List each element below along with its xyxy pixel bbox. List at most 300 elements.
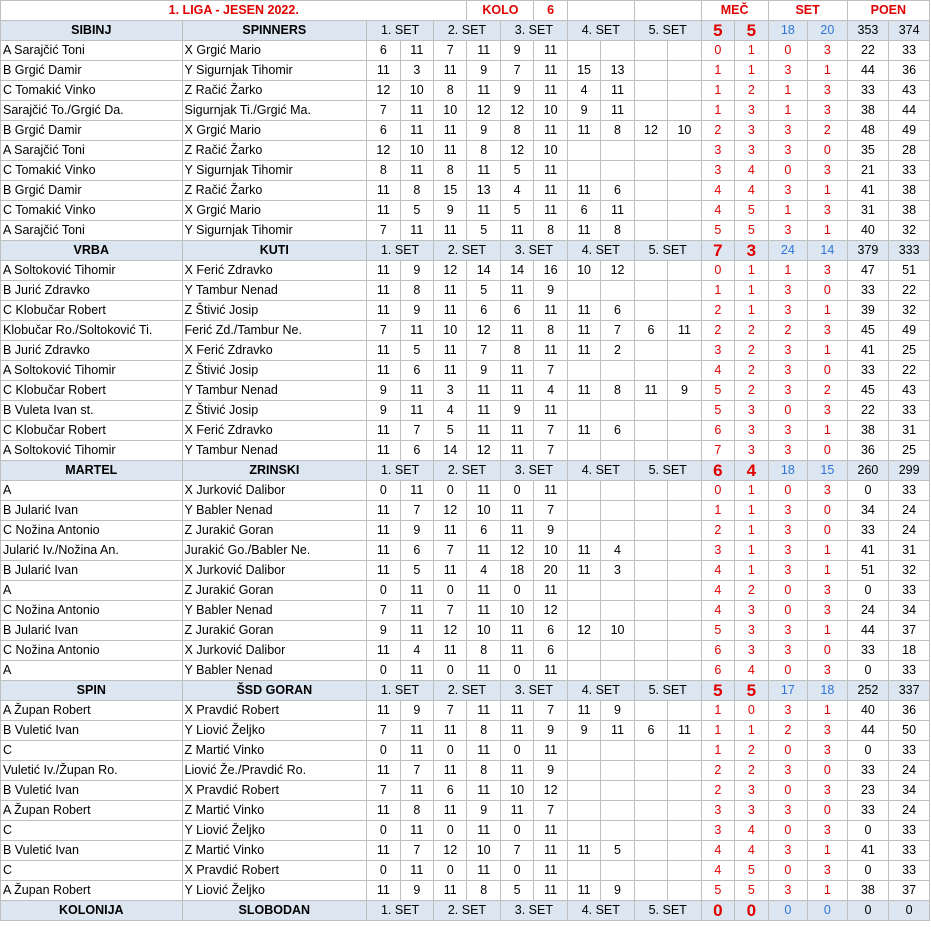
set-score: 13: [467, 181, 500, 201]
sets-home: 3: [768, 421, 808, 441]
mec-home-running: 6: [701, 661, 734, 681]
set-score: 10: [534, 141, 567, 161]
home-player: A Župan Robert: [1, 801, 183, 821]
set-score: 4: [567, 81, 600, 101]
points-away: 24: [889, 761, 930, 781]
set-score: 11: [367, 521, 400, 541]
points-home: 0: [847, 741, 889, 761]
set-score: [668, 441, 701, 461]
set-score: 11: [500, 501, 533, 521]
poen-away: 0: [889, 901, 930, 921]
set-label: 3. SET: [500, 21, 567, 41]
sets-home: 3: [768, 521, 808, 541]
mec-home-running: 5: [701, 881, 734, 901]
title-spacer-2: [634, 1, 701, 21]
points-away: 36: [889, 701, 930, 721]
set-score: 14: [467, 261, 500, 281]
set-score: [668, 821, 701, 841]
set-score: 11: [567, 701, 600, 721]
set-score: [601, 601, 634, 621]
set-score: 11: [400, 721, 433, 741]
sets-away: 3: [808, 401, 848, 421]
home-player: B Vuletić Ivan: [1, 781, 183, 801]
set-label: 1. SET: [367, 461, 434, 481]
away-player: Y Sigurnjak Tihomir: [182, 221, 367, 241]
set-score: 9: [500, 81, 533, 101]
set-score: 11: [534, 861, 567, 881]
points-home: 38: [847, 421, 889, 441]
mec-home-running: 3: [701, 821, 734, 841]
points-away: 33: [889, 581, 930, 601]
points-home: 33: [847, 801, 889, 821]
set-score: [601, 661, 634, 681]
set-score: 11: [467, 741, 500, 761]
points-away: 31: [889, 421, 930, 441]
set-score: [634, 501, 667, 521]
set-score: 11: [534, 821, 567, 841]
set-label: 5. SET: [634, 901, 701, 921]
set-label: 4. SET: [567, 21, 634, 41]
home-team: SIBINJ: [1, 21, 183, 41]
points-home: 51: [847, 561, 889, 581]
set-score: 11: [467, 161, 500, 181]
set-score: 6: [567, 201, 600, 221]
set-score: [634, 61, 667, 81]
points-away: 49: [889, 321, 930, 341]
away-player: Z Štivić Josip: [182, 401, 367, 421]
set-score: 11: [400, 121, 433, 141]
set-score: 6: [367, 121, 400, 141]
home-player: A Soltoković Tihomir: [1, 261, 183, 281]
set-score: 11: [500, 621, 533, 641]
set-score: 0: [500, 741, 533, 761]
set-score: [567, 741, 600, 761]
set-score: 11: [567, 321, 600, 341]
set-score: 12: [434, 621, 467, 641]
set-score: 8: [434, 81, 467, 101]
set-score: 0: [434, 661, 467, 681]
set-score: [668, 861, 701, 881]
set-score: [634, 581, 667, 601]
poen-away: 333: [889, 241, 930, 261]
poen-away: 374: [889, 21, 930, 41]
mec-home-running: 2: [701, 121, 734, 141]
set-score: 11: [567, 421, 600, 441]
set-home: 18: [768, 21, 808, 41]
set-score: 11: [367, 201, 400, 221]
sets-away: 2: [808, 381, 848, 401]
set-score: [668, 781, 701, 801]
set-label: 1. SET: [367, 681, 434, 701]
mec-home-running: 2: [701, 521, 734, 541]
set-score: 11: [467, 581, 500, 601]
set-score: 11: [467, 701, 500, 721]
set-score: 11: [400, 41, 433, 61]
points-away: 24: [889, 801, 930, 821]
set-score: 11: [567, 341, 600, 361]
mec-away-running: 3: [735, 101, 768, 121]
away-player: Y Tambur Nenad: [182, 441, 367, 461]
away-team: KUTI: [182, 241, 367, 261]
points-home: 44: [847, 61, 889, 81]
game-row: [1, 741, 930, 761]
mec-home-running: 4: [701, 201, 734, 221]
mec-home: 6: [701, 461, 734, 481]
set-score: 11: [434, 281, 467, 301]
points-away: 34: [889, 781, 930, 801]
sets-home: 0: [768, 741, 808, 761]
set-score: 0: [434, 481, 467, 501]
away-player: Y Sigurnjak Tihomir: [182, 61, 367, 81]
set-label: 4. SET: [567, 901, 634, 921]
set-score: 8: [601, 381, 634, 401]
set-score: 11: [567, 381, 600, 401]
match-header: [1, 461, 930, 481]
points-home: 47: [847, 261, 889, 281]
set-score: 9: [400, 881, 433, 901]
sets-home: 1: [768, 261, 808, 281]
sets-home: 3: [768, 561, 808, 581]
mec-away-running: 4: [735, 821, 768, 841]
away-player: Z Martić Vinko: [182, 801, 367, 821]
set-score: 3: [601, 561, 634, 581]
sets-away: 3: [808, 781, 848, 801]
set-score: 11: [534, 741, 567, 761]
set-score: 7: [500, 841, 533, 861]
set-score: 0: [367, 821, 400, 841]
set-score: 11: [534, 581, 567, 601]
set-score: 11: [434, 641, 467, 661]
mec-home-running: 3: [701, 801, 734, 821]
away-player: Jurakić Go./Babler Ne.: [182, 541, 367, 561]
away-team: SPINNERS: [182, 21, 367, 41]
set-score: 12: [601, 261, 634, 281]
mec-away-running: 3: [735, 441, 768, 461]
set-score: 5: [500, 161, 533, 181]
game-row: [1, 661, 930, 681]
set-score: 11: [534, 481, 567, 501]
mec-away-running: 1: [735, 721, 768, 741]
points-home: 21: [847, 161, 889, 181]
set-score: [567, 501, 600, 521]
set-score: [601, 521, 634, 541]
sets-away: 1: [808, 881, 848, 901]
points-home: 33: [847, 81, 889, 101]
poen-away: 299: [889, 461, 930, 481]
sets-home: 0: [768, 821, 808, 841]
set-score: [634, 441, 667, 461]
mec-away-running: 5: [735, 861, 768, 881]
points-away: 37: [889, 881, 930, 901]
sets-home: 3: [768, 761, 808, 781]
kolo-label: KOLO: [467, 1, 534, 21]
set-label: 2. SET: [434, 681, 501, 701]
set-score: 4: [400, 641, 433, 661]
set-score: 9: [601, 701, 634, 721]
set-score: [634, 261, 667, 281]
mec-home-running: 0: [701, 261, 734, 281]
set-score: 11: [367, 641, 400, 661]
home-player: A Soltoković Tihomir: [1, 361, 183, 381]
set-score: 14: [434, 441, 467, 461]
set-score: 9: [434, 201, 467, 221]
game-row: [1, 641, 930, 661]
set-score: 0: [367, 481, 400, 501]
set-score: 11: [668, 721, 701, 741]
set-score: 6: [434, 781, 467, 801]
set-score: 3: [434, 381, 467, 401]
set-score: 16: [534, 261, 567, 281]
set-label: 3. SET: [500, 461, 567, 481]
mec-away-running: 5: [735, 881, 768, 901]
points-home: 44: [847, 721, 889, 741]
set-score: 12: [467, 101, 500, 121]
set-score: 11: [500, 421, 533, 441]
set-score: 11: [500, 281, 533, 301]
set-score: 11: [367, 341, 400, 361]
sets-home: 0: [768, 781, 808, 801]
points-away: 31: [889, 541, 930, 561]
set-score: 8: [467, 761, 500, 781]
game-row: [1, 261, 930, 281]
points-home: 22: [847, 41, 889, 61]
set-score: 11: [567, 181, 600, 201]
set-home: 0: [768, 901, 808, 921]
mec-away-running: 5: [735, 201, 768, 221]
home-player: B Jularić Ivan: [1, 501, 183, 521]
set-score: 9: [467, 801, 500, 821]
game-row: [1, 381, 930, 401]
sets-away: 3: [808, 861, 848, 881]
mec-home-running: 5: [701, 621, 734, 641]
sets-away: 3: [808, 261, 848, 281]
set-score: [634, 281, 667, 301]
set-score: [634, 701, 667, 721]
set-score: 7: [367, 601, 400, 621]
points-home: 36: [847, 441, 889, 461]
set-score: 14: [500, 261, 533, 281]
points-home: 33: [847, 281, 889, 301]
set-score: 7: [367, 101, 400, 121]
set-score: 11: [434, 801, 467, 821]
mec-home-running: 4: [701, 561, 734, 581]
sets-away: 3: [808, 161, 848, 181]
points-home: 48: [847, 121, 889, 141]
set-score: 11: [467, 81, 500, 101]
mec-home-running: 3: [701, 141, 734, 161]
mec-away-running: 1: [735, 261, 768, 281]
set-score: 7: [400, 501, 433, 521]
set-score: 11: [467, 781, 500, 801]
home-player: B Jurić Zdravko: [1, 281, 183, 301]
sets-away: 0: [808, 521, 848, 541]
game-row: [1, 161, 930, 181]
set-score: [634, 421, 667, 441]
mec-home-running: 0: [701, 41, 734, 61]
set-score: 12: [434, 501, 467, 521]
set-score: 11: [534, 61, 567, 81]
set-score: [601, 761, 634, 781]
sets-home: 3: [768, 501, 808, 521]
away-player: X Grgić Mario: [182, 41, 367, 61]
set-score: [668, 101, 701, 121]
match-header: [1, 21, 930, 41]
set-score: 7: [434, 41, 467, 61]
points-away: 33: [889, 401, 930, 421]
points-away: 25: [889, 341, 930, 361]
set-score: [668, 621, 701, 641]
points-home: 40: [847, 701, 889, 721]
points-away: 38: [889, 181, 930, 201]
set-score: 9: [367, 621, 400, 641]
mec-home-running: 2: [701, 301, 734, 321]
away-player: X Pravdić Robert: [182, 701, 367, 721]
set-score: 6: [534, 641, 567, 661]
set-score: 11: [500, 641, 533, 661]
mec-home-running: 3: [701, 341, 734, 361]
mec-away-running: 3: [735, 601, 768, 621]
set-score: [634, 881, 667, 901]
set-score: 11: [367, 261, 400, 281]
set-score: 11: [367, 421, 400, 441]
set-away: 14: [808, 241, 848, 261]
set-away: 0: [808, 901, 848, 921]
home-player: A Soltoković Tihomir: [1, 441, 183, 461]
set-score: 8: [500, 341, 533, 361]
set-score: 11: [400, 481, 433, 501]
set-score: 7: [534, 801, 567, 821]
mec-home-running: 4: [701, 861, 734, 881]
away-player: Z Jurakić Goran: [182, 621, 367, 641]
game-row: [1, 881, 930, 901]
set-score: [634, 161, 667, 181]
sets-home: 0: [768, 161, 808, 181]
set-score: [601, 781, 634, 801]
points-home: 45: [847, 321, 889, 341]
set-score: 11: [534, 81, 567, 101]
home-player: C: [1, 861, 183, 881]
set-score: [634, 821, 667, 841]
mec-home-running: 7: [701, 441, 734, 461]
set-score: [668, 181, 701, 201]
mec-away-running: 1: [735, 61, 768, 81]
sets-home: 1: [768, 81, 808, 101]
game-row: [1, 601, 930, 621]
set-score: 11: [367, 441, 400, 461]
set-score: [567, 801, 600, 821]
set-score: 11: [400, 621, 433, 641]
set-score: 12: [500, 101, 533, 121]
set-score: 12: [534, 781, 567, 801]
set-score: 7: [434, 541, 467, 561]
mec-away-running: 1: [735, 521, 768, 541]
points-home: 41: [847, 341, 889, 361]
set-score: 11: [567, 221, 600, 241]
set-score: 0: [367, 581, 400, 601]
set-score: 11: [534, 181, 567, 201]
set-score: 11: [434, 61, 467, 81]
set-score: 10: [467, 501, 500, 521]
set-score: 11: [534, 341, 567, 361]
set-score: 4: [534, 381, 567, 401]
game-row: [1, 341, 930, 361]
mec-home-running: 5: [701, 401, 734, 421]
mec-home: 0: [701, 901, 734, 921]
title-row: [1, 1, 930, 21]
sets-home: 3: [768, 341, 808, 361]
set-score: 10: [467, 621, 500, 641]
set-score: [634, 481, 667, 501]
home-player: A: [1, 661, 183, 681]
set-score: 0: [500, 861, 533, 881]
sets-away: 0: [808, 641, 848, 661]
mec-away-running: 2: [735, 321, 768, 341]
set-score: 11: [400, 401, 433, 421]
set-score: [567, 521, 600, 541]
points-away: 33: [889, 481, 930, 501]
mec-home-running: 2: [701, 781, 734, 801]
set-score: [668, 601, 701, 621]
home-player: B Vuleta Ivan st.: [1, 401, 183, 421]
home-player: A Župan Robert: [1, 881, 183, 901]
set-score: [668, 761, 701, 781]
set-score: [634, 101, 667, 121]
points-home: 23: [847, 781, 889, 801]
set-score: [567, 781, 600, 801]
set-label: 2. SET: [434, 461, 501, 481]
points-away: 18: [889, 641, 930, 661]
points-home: 24: [847, 601, 889, 621]
points-home: 38: [847, 101, 889, 121]
mec-away-running: 1: [735, 301, 768, 321]
set-score: 8: [467, 141, 500, 161]
away-player: X Jurković Dalibor: [182, 481, 367, 501]
set-score: 11: [434, 361, 467, 381]
mec-away-running: 1: [735, 481, 768, 501]
mec-away-running: 4: [735, 841, 768, 861]
set-score: 9: [367, 401, 400, 421]
match-header: [1, 901, 930, 921]
game-row: [1, 181, 930, 201]
game-row: [1, 781, 930, 801]
set-score: 7: [367, 221, 400, 241]
mec-away-running: 2: [735, 81, 768, 101]
points-home: 33: [847, 761, 889, 781]
mec-home-running: 4: [701, 581, 734, 601]
set-score: 8: [400, 801, 433, 821]
sets-away: 1: [808, 181, 848, 201]
set-score: 6: [467, 301, 500, 321]
mec-home-running: 4: [701, 181, 734, 201]
set-score: [668, 201, 701, 221]
set-label: 4. SET: [567, 461, 634, 481]
set-score: [601, 501, 634, 521]
set-score: 11: [434, 121, 467, 141]
set-score: 11: [367, 801, 400, 821]
set-score: [601, 41, 634, 61]
set-score: 7: [434, 601, 467, 621]
mec-away-running: 3: [735, 121, 768, 141]
mec-home-running: 4: [701, 601, 734, 621]
sets-away: 2: [808, 121, 848, 141]
sets-away: 1: [808, 421, 848, 441]
set-score: [601, 141, 634, 161]
away-player: Y Liović Željko: [182, 721, 367, 741]
mec-away-running: 1: [735, 501, 768, 521]
set-score: 11: [534, 301, 567, 321]
points-away: 49: [889, 121, 930, 141]
points-home: 0: [847, 661, 889, 681]
